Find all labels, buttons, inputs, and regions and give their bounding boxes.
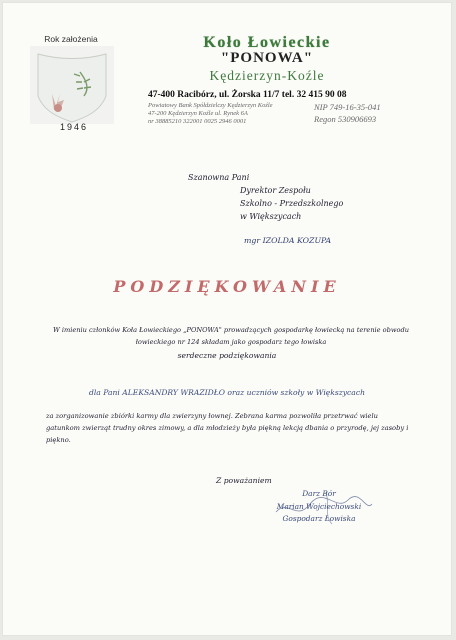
org-address: 47-400 Racibórz, ul. Żorska 11/7 tel. 32 415 90 08 — [148, 90, 347, 100]
bank-details — [148, 102, 273, 126]
addressee-block — [240, 184, 343, 223]
signature-line: Marian Wojciechowski — [276, 501, 362, 511]
org-subtitle: "PONOWA" — [220, 50, 314, 66]
addressee-line: w Większycach — [240, 212, 302, 221]
recipient-name: mgr IZOLDA KOZUPA — [244, 236, 332, 245]
closing: Z poważaniem — [216, 476, 272, 485]
letter-page — [2, 2, 452, 636]
signature-line: Darz Bór — [302, 489, 336, 498]
bank-line: 47-200 Kędzierzyn Koźle ul. Rynek 6A — [148, 110, 248, 117]
club-emblem-icon — [30, 46, 114, 124]
paragraph-intro: W imieniu członków Koła Łowieckiego „PONOWA" prowadzących gospodarkę łowiecką na terenie obwodu łowieckiego nr 124 składam jako gospodarz tego łowiska — [53, 326, 409, 346]
founded-label: Rok założenia — [44, 34, 98, 44]
letter-title: PODZIĘKOWANIE — [113, 277, 341, 296]
thanks-line: serdeczne podziękowania — [177, 351, 277, 360]
bank-line: Powiatowy Bank Spółdzielczy Kędzierzyn Koźle — [148, 102, 273, 109]
org-name: Koło Łowieckie — [203, 34, 331, 51]
addressee-line: Szkolno - Przedszkolnego — [240, 199, 344, 208]
signature-block — [264, 488, 374, 526]
greeting: Szanowna Pani — [188, 173, 250, 182]
founded-year: 1946 — [60, 122, 89, 132]
addressee-line: Dyrektor Zespołu — [240, 186, 311, 195]
regon-number: Regon 530906693 — [314, 113, 377, 124]
nip-number: NIP 749-16-35-041 — [314, 102, 381, 112]
org-city: Kędzierzyn-Koźle — [209, 68, 325, 83]
bank-line: nr 38885210 322001 0025 2946 0001 — [148, 118, 247, 125]
dedication-line: dla Pani ALEKSANDRY WRAZIDŁO oraz uczniów szkoły w Większycach — [89, 388, 365, 397]
registration-numbers — [314, 102, 381, 125]
signature-line: Gospodarz Łowiska — [282, 514, 356, 523]
paragraph-body: za zorganizowanie zbiórki karmy dla zwierzyny łownej. Zebrana karma pozwoliła przetrwać wielu gatunkom zwierząt trudny okres zimowy, a dla młodzieży była piękną lekcją dbania o przyrodę, jej zasoby i piękno. — [46, 412, 409, 444]
